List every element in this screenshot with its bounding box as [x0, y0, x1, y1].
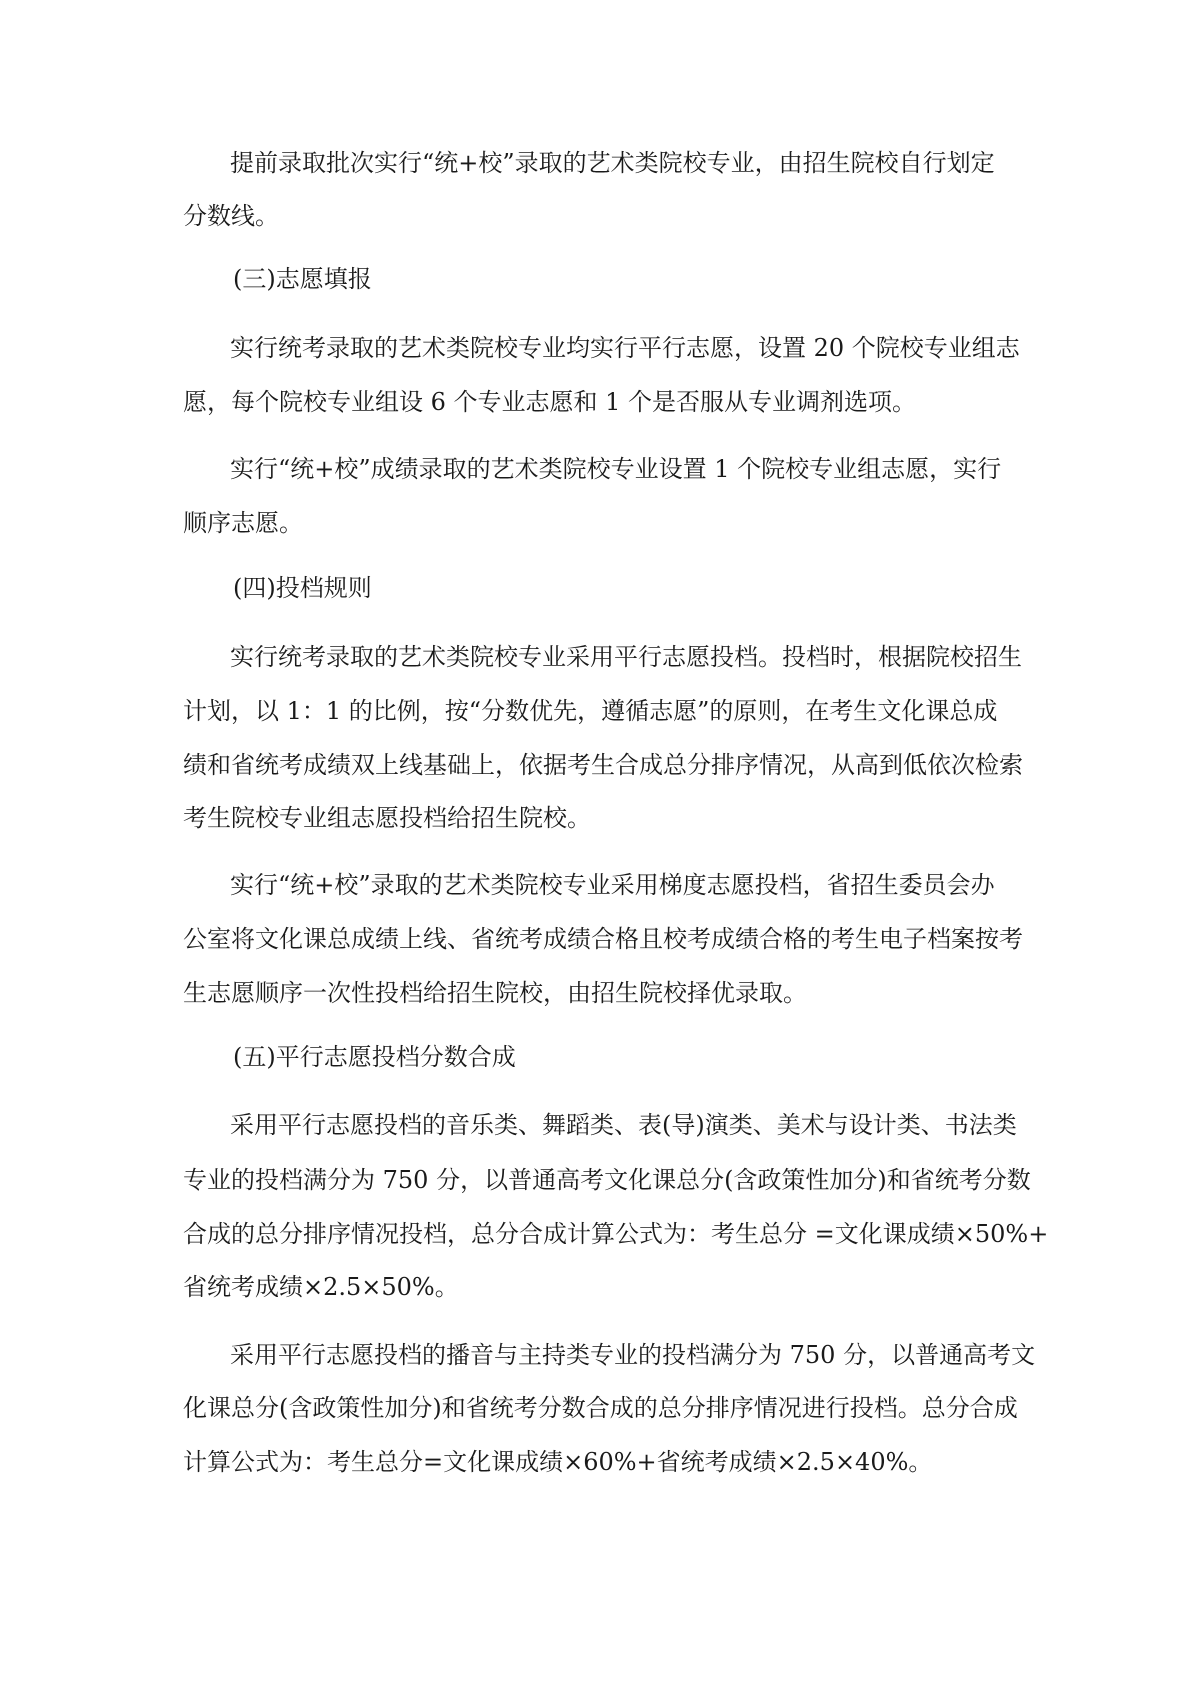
paragraph-7-line-1: 实行“统+校”录取的艺术类院校专业采用梯度志愿投档，省招生委员会办: [230, 871, 995, 899]
paragraph-4-line-1: 实行“统+校”成绩录取的艺术类院校专业设置 1 个院校专业组志愿，实行: [230, 455, 1002, 483]
paragraph-1-line-1: 提前录取批次实行“统+校”录取的艺术类院校专业，由招生院校自行划定: [230, 149, 995, 177]
paragraph-6-line-2: 计划，以 1：1 的比例，按“分数优先，遵循志愿”的原则，在考生文化课总成: [183, 697, 998, 725]
paragraph-9-line-3: 合成的总分排序情况投档，总分合成计算公式为：考生总分 =文化课成绩×50%+: [183, 1220, 1049, 1248]
paragraph-3-line-1: 实行统考录取的艺术类院校专业均实行平行志愿，设置 20 个院校专业组志: [230, 334, 1020, 362]
paragraph-9-line-1: 采用平行志愿投档的音乐类、舞蹈类、表(导)演类、美术与设计类、书法类: [230, 1111, 1017, 1139]
paragraph-9-line-2: 专业的投档满分为 750 分，以普通高考文化课总分(含政策性加分)和省统考分数: [183, 1166, 1031, 1194]
section-heading-5: (五)平行志愿投档分数合成: [233, 1043, 516, 1071]
section-heading-4: (四)投档规则: [233, 574, 372, 602]
paragraph-3-line-2: 愿，每个院校专业组设 6 个专业志愿和 1 个是否服从专业调剂选项。: [183, 388, 917, 416]
paragraph-9-line-4: 省统考成绩×2.5×50%。: [183, 1273, 459, 1301]
paragraph-6-line-1: 实行统考录取的艺术类院校专业采用平行志愿投档。投档时，根据院校招生: [230, 643, 1022, 671]
paragraph-7-line-2: 公室将文化课总成绩上线、省统考成绩合格且校考成绩合格的考生电子档案按考: [183, 925, 1023, 953]
paragraph-10-line-1: 采用平行志愿投档的播音与主持类专业的投档满分为 750 分，以普通高考文: [230, 1341, 1036, 1369]
paragraph-10-line-2: 化课总分(含政策性加分)和省统考分数合成的总分排序情况进行投档。总分合成: [183, 1394, 1018, 1422]
paragraph-6-line-4: 考生院校专业组志愿投档给招生院校。: [183, 804, 591, 832]
paragraph-1-line-2: 分数线。: [183, 202, 279, 230]
paragraph-4-line-2: 顺序志愿。: [183, 509, 303, 537]
section-heading-3: (三)志愿填报: [233, 265, 372, 293]
paragraph-10-line-3: 计算公式为：考生总分=文化课成绩×60%+省统考成绩×2.5×40%。: [183, 1448, 933, 1476]
paragraph-7-line-3: 生志愿顺序一次性投档给招生院校，由招生院校择优录取。: [183, 979, 807, 1007]
paragraph-6-line-3: 绩和省统考成绩双上线基础上，依据考生合成总分排序情况，从高到低依次检索: [183, 751, 1023, 779]
